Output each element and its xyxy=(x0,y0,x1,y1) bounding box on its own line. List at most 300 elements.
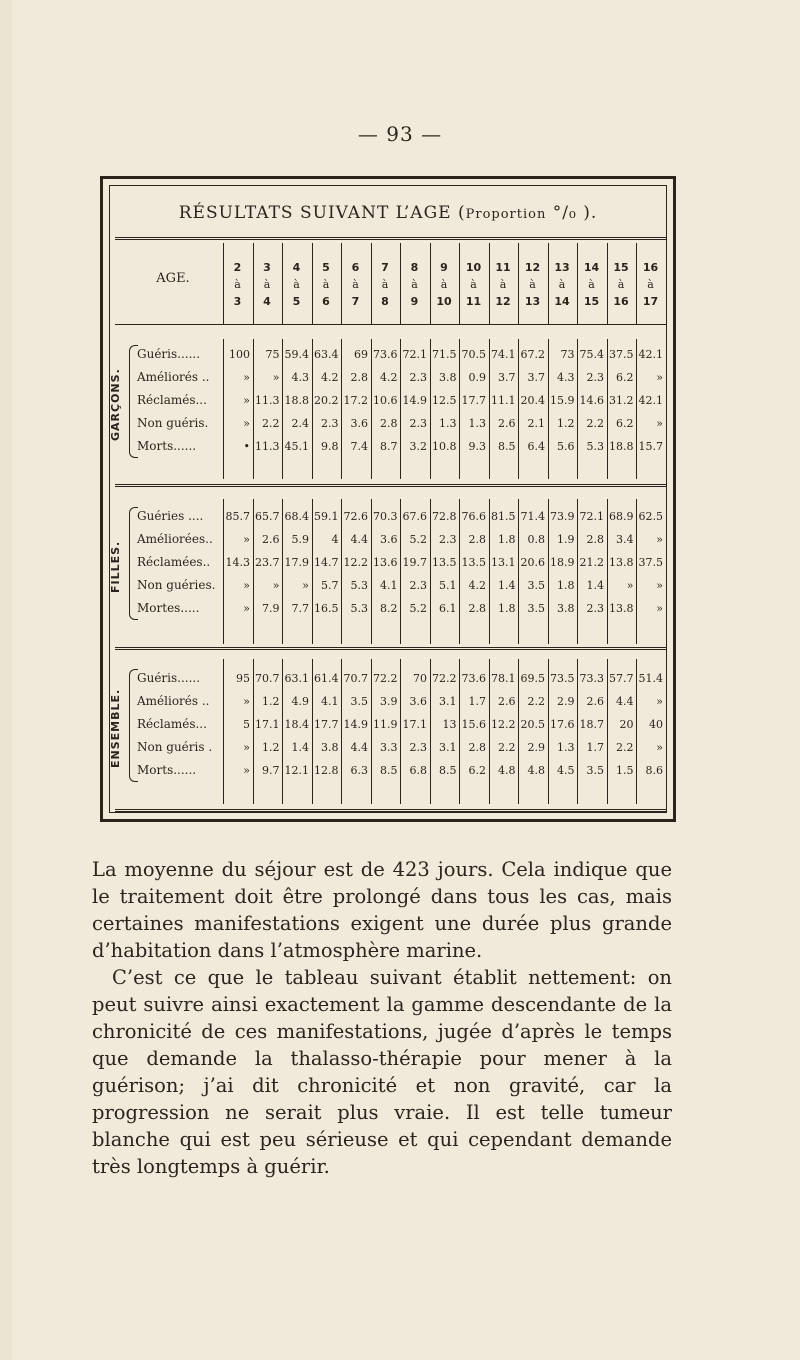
table-cell: 8.6 xyxy=(645,764,663,777)
age-range-header xyxy=(282,259,311,310)
table-cell: 5.2 xyxy=(409,602,427,615)
table-cell: 72.2 xyxy=(432,672,457,685)
table-cell: 72.1 xyxy=(402,348,427,361)
table-cell: 42.1 xyxy=(638,394,663,407)
paragraph-2: C’est ce que le tableau suivant établit nettement: on peut suivre ainsi exactement la gamme descendante de la chronicité de ces manifestations, jugée d’après le temps que demande la thalasso-thérapie pour mener à la guérison; j’ai dit chronicité et non gravité, car la progression ne serait plus vraie. Il est telle tumeur blanche qui est peu sérieuse et qui cependant demande très longtemps à guérir. xyxy=(92,966,672,1178)
table-cell: 71.5 xyxy=(432,348,457,361)
table-cell: 8.7 xyxy=(380,440,398,453)
age-to: 9 xyxy=(410,295,419,308)
table-cell: 63.1 xyxy=(284,672,309,685)
table-cell: 4.4 xyxy=(350,533,368,546)
table-cell: 75 xyxy=(265,348,280,361)
table-cell: 2.3 xyxy=(321,417,339,430)
table-cell: 70.7 xyxy=(343,672,368,685)
page-number: — 93 — xyxy=(357,122,443,146)
table-cell: 73.6 xyxy=(373,348,398,361)
row-label: Réclamées.. xyxy=(137,555,211,569)
table-cell: 13.6 xyxy=(373,556,398,569)
table-cell: 1.4 xyxy=(586,579,604,592)
table-cell: 2.2 xyxy=(262,417,280,430)
age-from: 14 xyxy=(583,261,600,274)
table-cell: » xyxy=(272,579,280,592)
table-cell: 31.2 xyxy=(609,394,634,407)
table-cell: 72.2 xyxy=(373,672,398,685)
age-range-header xyxy=(341,259,370,310)
table-cell: 4.1 xyxy=(380,579,398,592)
table-cell: 42.1 xyxy=(638,348,663,361)
age-from: 11 xyxy=(495,261,511,274)
table-cell: 72.8 xyxy=(432,510,457,523)
table-cell: 2.3 xyxy=(409,579,427,592)
table-cell: 7.9 xyxy=(262,602,280,615)
table-cell: 0.8 xyxy=(527,533,545,546)
table-cell: 17.2 xyxy=(343,394,368,407)
age-range-header xyxy=(312,259,341,310)
table-cell: 7.4 xyxy=(350,440,368,453)
table-cell: 2.3 xyxy=(409,741,427,754)
age-range-header xyxy=(459,259,488,310)
table-cell: 2.6 xyxy=(498,417,516,430)
table-cell: 0.9 xyxy=(468,371,486,384)
table-cell: 15.9 xyxy=(550,394,575,407)
table-cell: 2.6 xyxy=(262,533,280,546)
table-cell: 3.5 xyxy=(350,695,368,708)
table-cell: 14.9 xyxy=(343,718,368,731)
age-to: 17 xyxy=(642,295,659,308)
table-cell: 70.7 xyxy=(255,672,280,685)
table-cell: 3.5 xyxy=(527,602,545,615)
age-to: 4 xyxy=(263,295,271,308)
age-from: 10 xyxy=(465,261,482,274)
table-cell: 2.8 xyxy=(350,371,368,384)
table-cell: 18.7 xyxy=(579,718,604,731)
table-cell: 4.3 xyxy=(557,371,575,384)
paragraph-1: La moyenne du séjour est de 423 jours. Cela indique que le traitement doit être prolongé dans tous les cas, mais certaines manifestations exigent une durée plus grande d’habitation dans l’atmosphère marine. xyxy=(92,858,672,962)
table-cell: 75.4 xyxy=(579,348,604,361)
table-cell: » xyxy=(243,741,250,754)
table-cell: 2.9 xyxy=(557,695,575,708)
table-cell: » xyxy=(243,695,250,708)
table-cell: 18.8 xyxy=(609,440,634,453)
table-cell: 9.8 xyxy=(321,440,339,453)
table-cell: 17.6 xyxy=(550,718,575,731)
table-cell: 72.1 xyxy=(579,510,604,523)
table-cell: 12.2 xyxy=(491,718,516,731)
table-cell: 95 xyxy=(236,672,250,685)
age-to: 16 xyxy=(613,295,629,308)
table-cell: 3.8 xyxy=(321,741,339,754)
row-label: Guéries .... xyxy=(137,509,204,523)
table-cell: 68.4 xyxy=(284,510,309,523)
table-cell: 6.2 xyxy=(468,764,486,777)
table-cell: 2.3 xyxy=(586,371,604,384)
table-cell: 5.2 xyxy=(409,533,427,546)
table-cell: 62.5 xyxy=(638,510,663,523)
table-cell: 70 xyxy=(413,672,427,685)
table-cell: 20.5 xyxy=(520,718,545,731)
table-cell: 20.4 xyxy=(520,394,545,407)
row-label: Améliorées.. xyxy=(137,532,213,546)
table-cell: » xyxy=(243,371,250,384)
table-cell: • xyxy=(243,440,250,453)
table-cell: 1.3 xyxy=(439,417,457,430)
age-from: 12 xyxy=(524,261,541,274)
table-cell: 9.3 xyxy=(468,440,486,453)
age-column-label: AGE. xyxy=(156,271,190,286)
table-cell: 18.4 xyxy=(284,718,309,731)
age-to: 3 xyxy=(233,295,242,308)
table-cell: 8.5 xyxy=(498,440,516,453)
age-from: 9 xyxy=(440,261,448,274)
age-from: 13 xyxy=(554,261,570,274)
table-rule xyxy=(115,484,667,487)
age-range-header xyxy=(607,259,636,310)
table-cell: 17.1 xyxy=(402,718,427,731)
table-cell: 2.1 xyxy=(527,417,545,430)
table-cell: 6.4 xyxy=(527,440,545,453)
table-rule xyxy=(115,237,667,240)
age-range-header xyxy=(223,259,252,310)
table-cell: 13.8 xyxy=(609,602,634,615)
table-cell: 59.1 xyxy=(314,510,339,523)
table-cell: 3.7 xyxy=(498,371,516,384)
age-connector: à xyxy=(558,278,566,291)
table-cell: 2.3 xyxy=(409,371,427,384)
table-cell: » xyxy=(656,741,663,754)
table-cell: 4.9 xyxy=(291,695,309,708)
row-label: Améliorés .. xyxy=(137,370,210,384)
table-cell: 8.5 xyxy=(439,764,457,777)
age-from: 5 xyxy=(322,261,330,274)
table-cell: 1.5 xyxy=(616,764,634,777)
table-cell: 3.3 xyxy=(380,741,398,754)
age-to: 10 xyxy=(436,295,452,308)
section-label: GARÇONS. xyxy=(109,368,122,441)
table-cell: » xyxy=(243,764,250,777)
table-cell: 6.3 xyxy=(350,764,368,777)
row-label: Morts...... xyxy=(137,763,197,777)
table-cell: 74.1 xyxy=(491,348,516,361)
table-cell: 59.4 xyxy=(284,348,309,361)
age-range-header xyxy=(518,259,547,310)
table-cell: 2.2 xyxy=(586,417,604,430)
table-cell: 17.1 xyxy=(255,718,280,731)
table-cell: 9.7 xyxy=(262,764,280,777)
table-cell: 51.4 xyxy=(638,672,663,685)
table-cell: 69 xyxy=(354,348,368,361)
table-cell: 3.6 xyxy=(380,533,398,546)
table-cell: 13.1 xyxy=(491,556,516,569)
table-cell: 2.8 xyxy=(468,602,486,615)
age-connector: à xyxy=(588,278,595,291)
table-cell: 73 xyxy=(560,348,575,361)
table-cell: 5.3 xyxy=(586,440,604,453)
table-cell: » xyxy=(302,579,309,592)
table-cell: 12.5 xyxy=(432,394,457,407)
table-cell: » xyxy=(656,533,663,546)
table-cell: 2.9 xyxy=(527,741,545,754)
age-range-header xyxy=(253,259,282,310)
table-cell: 10.8 xyxy=(432,440,457,453)
age-range-header xyxy=(489,259,518,310)
age-connector: à xyxy=(411,278,418,291)
table-cell: 2.8 xyxy=(380,417,398,430)
table-cell: 12.2 xyxy=(343,556,368,569)
table-cell: 20.6 xyxy=(520,556,545,569)
table-cell: 4.1 xyxy=(321,695,339,708)
table-cell: 1.4 xyxy=(498,579,516,592)
table-cell: 3.6 xyxy=(409,695,427,708)
age-connector: à xyxy=(234,278,241,291)
table-cell: 73.9 xyxy=(550,510,575,523)
age-from: 15 xyxy=(613,261,629,274)
age-to: 12 xyxy=(495,295,511,308)
table-cell: » xyxy=(243,394,250,407)
row-label: Non guéries. xyxy=(137,578,216,592)
age-to: 15 xyxy=(583,295,600,308)
age-to: 5 xyxy=(292,295,301,308)
row-label: Améliorés .. xyxy=(137,694,210,708)
table-cell: » xyxy=(656,371,663,384)
body-text xyxy=(92,856,672,1180)
age-connector: à xyxy=(263,278,271,291)
table-cell: 13.8 xyxy=(609,556,634,569)
table-cell: 69.5 xyxy=(520,672,545,685)
age-to: 11 xyxy=(465,295,482,308)
table-cell: 2.8 xyxy=(468,741,486,754)
table-cell: 3.8 xyxy=(439,371,457,384)
table-cell: 14.6 xyxy=(579,394,604,407)
table-cell: 10.6 xyxy=(373,394,398,407)
table-cell: 2.6 xyxy=(586,695,604,708)
table-cell: 65.7 xyxy=(255,510,280,523)
column-rule xyxy=(666,659,667,804)
table-cell: 5.9 xyxy=(291,533,309,546)
age-to: 6 xyxy=(322,295,330,308)
table-cell: 5.3 xyxy=(350,602,368,615)
age-range-header xyxy=(430,259,459,310)
column-rule xyxy=(666,243,667,324)
table-cell: » xyxy=(656,417,663,430)
table-rule xyxy=(115,324,667,325)
table-cell: 71.4 xyxy=(520,510,545,523)
row-label: Non guéris. xyxy=(137,416,209,430)
table-cell: 4.4 xyxy=(350,741,368,754)
table-cell: 17.9 xyxy=(284,556,309,569)
table-cell: 3.1 xyxy=(439,741,457,754)
table-cell: 1.9 xyxy=(557,533,575,546)
table-cell: 20.2 xyxy=(314,394,339,407)
table-cell: 8.2 xyxy=(380,602,398,615)
table-cell: 40 xyxy=(649,718,663,731)
table-cell: 3.5 xyxy=(586,764,604,777)
table-cell: 1.8 xyxy=(498,602,516,615)
table-cell: 11.1 xyxy=(491,394,516,407)
table-cell: 63.4 xyxy=(314,348,339,361)
table-cell: 1.8 xyxy=(557,579,575,592)
row-label: Morts...... xyxy=(137,439,197,453)
table-cell: 73.6 xyxy=(461,672,486,685)
table-cell: 76.6 xyxy=(461,510,486,523)
table-cell: 3.1 xyxy=(439,695,457,708)
table-cell: » xyxy=(656,695,663,708)
table-cell: 2.8 xyxy=(468,533,486,546)
table-cell: 67.2 xyxy=(520,348,545,361)
table-cell: 1.2 xyxy=(262,741,280,754)
table-cell: 12.1 xyxy=(284,764,309,777)
table-cell: 4.2 xyxy=(380,371,398,384)
table-cell: 13.5 xyxy=(432,556,457,569)
section-label: FILLES. xyxy=(109,540,122,593)
table-title xyxy=(103,203,673,223)
table-cell: 4.2 xyxy=(468,579,486,592)
table-cell: 23.7 xyxy=(255,556,280,569)
age-connector: à xyxy=(352,278,359,291)
table-cell: 18.9 xyxy=(550,556,575,569)
age-from: 6 xyxy=(351,261,360,274)
age-range-header xyxy=(548,259,577,310)
table-cell: » xyxy=(243,533,250,546)
table-cell: 18.8 xyxy=(284,394,309,407)
table-cell: 1.8 xyxy=(498,533,516,546)
table-cell: 2.3 xyxy=(409,417,427,430)
table-cell: 15.6 xyxy=(461,718,486,731)
table-cell: 2.8 xyxy=(586,533,604,546)
table-cell: 1.2 xyxy=(557,417,575,430)
age-range-header xyxy=(400,259,429,310)
table-cell: 45.1 xyxy=(284,440,309,453)
row-label: Guéris...... xyxy=(137,671,201,685)
table-cell: 14.3 xyxy=(225,556,250,569)
table-cell: 2.2 xyxy=(527,695,545,708)
row-label: Guéris...... xyxy=(137,347,201,361)
table-cell: 3.6 xyxy=(350,417,368,430)
table-cell: 11.9 xyxy=(373,718,398,731)
table-cell: 2.2 xyxy=(498,741,516,754)
table-cell: 5.7 xyxy=(321,579,339,592)
age-to: 8 xyxy=(381,295,389,308)
age-connector: à xyxy=(529,278,536,291)
age-connector: à xyxy=(617,278,625,291)
table-cell: 1.2 xyxy=(262,695,280,708)
table-cell: 61.4 xyxy=(314,672,339,685)
table-cell: » xyxy=(656,579,663,592)
table-cell: 1.7 xyxy=(586,741,604,754)
table-cell: 3.9 xyxy=(380,695,398,708)
table-cell: 3.5 xyxy=(527,579,545,592)
table-cell: » xyxy=(243,417,250,430)
table-cell: 1.3 xyxy=(468,417,486,430)
table-cell: 37.5 xyxy=(609,348,634,361)
table-cell: 2.3 xyxy=(439,533,457,546)
table-cell: 19.7 xyxy=(402,556,427,569)
table-cell: 14.7 xyxy=(314,556,339,569)
table-cell: 8.5 xyxy=(380,764,398,777)
table-title-smallcaps: Proportion xyxy=(465,207,547,222)
table-rule xyxy=(115,647,667,650)
age-to: 13 xyxy=(524,295,541,308)
table-cell: 5 xyxy=(243,718,250,731)
age-from: 8 xyxy=(410,261,419,274)
table-cell: 16.5 xyxy=(314,602,339,615)
table-cell: 13.5 xyxy=(461,556,486,569)
table-cell: » xyxy=(272,371,280,384)
table-cell: 72.6 xyxy=(343,510,368,523)
table-cell: » xyxy=(626,579,634,592)
age-connector: à xyxy=(293,278,300,291)
age-connector: à xyxy=(440,278,448,291)
age-to: 7 xyxy=(351,295,360,308)
table-title-end: °/₀ ). xyxy=(546,203,598,223)
table-cell: 3.4 xyxy=(616,533,634,546)
table-cell: 100 xyxy=(229,348,250,361)
table-cell: 11.3 xyxy=(255,394,280,407)
age-connector: à xyxy=(470,278,477,291)
row-label: Mortes..... xyxy=(137,601,200,615)
table-cell: 3.7 xyxy=(527,371,545,384)
table-cell: 6.2 xyxy=(616,371,634,384)
table-cell: 6.2 xyxy=(616,417,634,430)
age-range-header xyxy=(636,259,665,310)
table-cell: 81.5 xyxy=(491,510,516,523)
table-cell: 6.1 xyxy=(439,602,457,615)
table-cell: 70.5 xyxy=(461,348,486,361)
age-connector: à xyxy=(499,278,507,291)
table-cell: » xyxy=(243,579,250,592)
table-cell: 2.6 xyxy=(498,695,516,708)
table-cell: 5.3 xyxy=(350,579,368,592)
table-cell: 78.1 xyxy=(491,672,516,685)
age-from: 3 xyxy=(263,261,271,274)
table-cell: 4.8 xyxy=(498,764,516,777)
table-cell: 3.2 xyxy=(409,440,427,453)
table-cell: 7.7 xyxy=(291,602,309,615)
age-connector: à xyxy=(322,278,330,291)
table-cell: 5.6 xyxy=(557,440,575,453)
section-label: ENSEMBLE. xyxy=(109,688,122,769)
table-cell: 4.8 xyxy=(527,764,545,777)
column-rule xyxy=(666,339,667,479)
table-cell: 4 xyxy=(331,533,339,546)
table-cell: 4.5 xyxy=(557,764,575,777)
table-cell: 2.4 xyxy=(291,417,309,430)
table-cell: 85.7 xyxy=(225,510,250,523)
table-cell: 1.3 xyxy=(557,741,575,754)
table-cell: 15.7 xyxy=(638,440,663,453)
table-rule xyxy=(115,809,667,812)
table-cell: 20 xyxy=(619,718,634,731)
age-from: 4 xyxy=(292,261,301,274)
age-connector: à xyxy=(381,278,389,291)
table-cell: 4.2 xyxy=(321,371,339,384)
table-cell: 5.1 xyxy=(439,579,457,592)
table-cell: 13 xyxy=(442,718,457,731)
results-table xyxy=(100,176,676,822)
table-cell: 37.5 xyxy=(638,556,663,569)
table-cell: 1.7 xyxy=(468,695,486,708)
table-cell: 70.3 xyxy=(373,510,398,523)
table-cell: 6.8 xyxy=(409,764,427,777)
table-cell: 57.7 xyxy=(609,672,634,685)
table-cell: 17.7 xyxy=(461,394,486,407)
table-cell: 4.3 xyxy=(291,371,309,384)
age-connector: à xyxy=(647,278,654,291)
table-cell: 11.3 xyxy=(255,440,280,453)
age-from: 2 xyxy=(233,261,242,274)
table-cell: 14.9 xyxy=(402,394,427,407)
table-cell: 73.5 xyxy=(550,672,575,685)
row-label: Réclamés... xyxy=(137,393,207,407)
